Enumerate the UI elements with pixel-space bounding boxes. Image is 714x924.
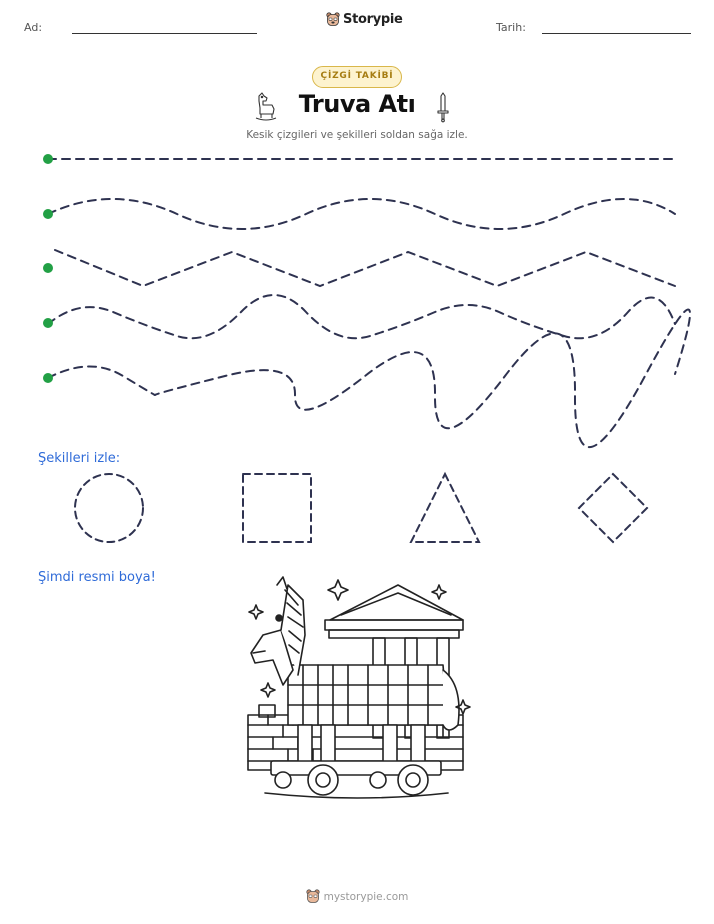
bear-mascot-icon [326, 12, 340, 27]
name-label: Ad: [24, 21, 43, 34]
trace-circle [75, 474, 143, 542]
trojan-horse-coloring-image[interactable] [243, 575, 473, 800]
brand-name: Storypie [343, 12, 403, 27]
tracing-line-wave-1 [48, 199, 675, 229]
date-label: Tarih: [496, 21, 526, 34]
worksheet-badge: ÇİZGİ TAKİBİ [312, 66, 402, 88]
start-dot-3 [43, 263, 53, 273]
trace-triangle [411, 474, 479, 542]
trace-diamond [579, 474, 647, 542]
trace-shapes-area[interactable] [0, 470, 714, 550]
page-subtitle: Kesik çizgileri ve şekilleri soldan sağa izle. [246, 129, 468, 141]
start-dot-1 [43, 154, 53, 164]
date-line[interactable] [542, 33, 691, 34]
footer-website[interactable]: mystorypie.com [323, 890, 409, 903]
trace-square [243, 474, 311, 542]
start-dot-2 [43, 209, 53, 219]
color-section-label: Şimdi resmi boya! [38, 570, 156, 585]
tracing-line-wave-2 [48, 295, 675, 338]
shapes-section-label: Şekilleri izle: [38, 451, 121, 466]
footer [0, 889, 714, 904]
start-dot-4 [43, 318, 53, 328]
brand-logo [326, 12, 403, 27]
sword-icon [437, 92, 449, 122]
tracing-lines-area[interactable] [0, 140, 714, 400]
name-line[interactable] [72, 33, 257, 34]
tracing-line-zigzag [55, 250, 675, 286]
footer-bear-icon [306, 889, 320, 904]
page-title: Truva Atı [298, 90, 416, 118]
tracing-line-wave-3 [48, 309, 690, 447]
start-dot-5 [43, 373, 53, 383]
